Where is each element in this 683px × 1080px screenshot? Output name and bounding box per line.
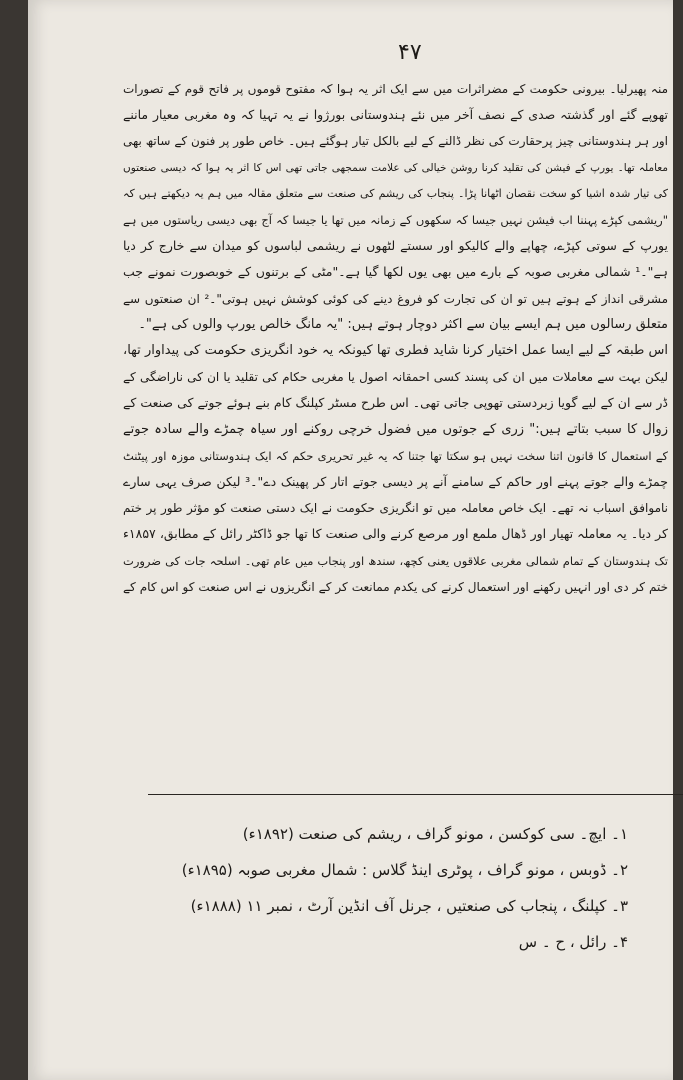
text-line: لیکن بہت سے معاملات میں ان کی پسند کسی احمقانہ اصول یا مغربی حکام کی تقلید یا ان کی ناراضگی کے	[123, 370, 668, 385]
text-line: کے استعمال کا قانون اتنا سخت نہیں ہو سکتا تھا جتنا کہ یہ غیر تحریری حکم کہ ایک ہندوستانی موزہ اور پیٹنٹ	[123, 448, 668, 463]
text-line: معاملہ تھا۔ یورپ کے فیشن کی تقلید کرنا روشن خیالی کی علامت سمجھی جاتی تھی اس کا اثر یہ ہوا کہ دیسی صنعتوں	[123, 161, 668, 174]
text-line: تھوپے گئے اور گذشتہ صدی کے نصف آخر میں نئے ہندوستانی بورژوا نے یہ تہیا کہ وہ مغربی معیار ماننے	[123, 107, 668, 123]
text-line: چمڑے والے جوتے پہنے اور حاکم کے سامنے آنے پر دیسی جوتے اتار کر پھینک دے"۔³ لیکن صرف یہی سارے	[123, 474, 668, 490]
text-line: کر دیا۔ یہ معاملہ تھیار اور ڈھال ملمع اور مرصع کرنے والی صنعت کا تھا جو ڈاکٹر رائل کے مطابق، ۱۸۵۷ء	[123, 526, 668, 542]
text-line: زوال کا سبب بتاتے ہیں:" زری کے جوتوں میں فضول خرچی روکنے اور سیاہ چمڑے والے سادہ جوتے	[123, 421, 668, 437]
text-line: منہ پھیرلیا۔ بیرونی حکومت کے مضراثرات میں سے ایک اثر یہ ہوا کہ مفتوح قوموں پر فاتح قوم کے تصورات	[123, 82, 668, 96]
page-number: ۴۷	[398, 40, 422, 65]
text-line: "ریشمی کپڑے پہننا اب فیشن نہیں جیسا کہ سکھوں کے زمانہ میں تھا یا جیسا کہ آج بھی دیسی ریاستوں میں ہے	[123, 213, 668, 228]
text-line: تک ہندوستان کے تمام شمالی مغربی علاقوں یعنی کچھ، سندھ اور پنجاب میں عام تھی۔ اسلحہ جات کی ضرورت	[123, 553, 668, 568]
text-line: اور ہر ہندوستانی چیز پرحقارت کی نظر ڈالنے کے لیے بالکل تیار ہوگئے ہیں۔ خاص طور پر فنون کے ساتھ بھی	[123, 134, 668, 149]
footnote: ۳۔ کپلنگ ، پنجاب کی صنعتیں ، جرنل آف انڈین آرٹ ، نمبر ۱۱ (۱۸۸۸ء)	[190, 897, 628, 915]
text-line: ڈر سے ان کے لیے گویا زبردستی تھوپی جاتی تھی۔ اس طرح مسٹر کپلنگ کام بنے ہوئے جوتے کی صنعت کے	[123, 395, 668, 411]
text-line: مشرقی انداز کے ہوتے ہیں تو ان کی تجارت کو فروغ دینے کی کوئی کوشش نہیں ہوتی"۔² ان صنعتوں سے	[123, 291, 668, 306]
footnote: ۱۔ ایچ۔ سی کوکسن ، مونو گراف ، ریشم کی صنعت (۱۸۹۲ء)	[242, 825, 628, 843]
book-page	[28, 0, 673, 1080]
text-line: ختم کر دی اور انہیں رکھنے اور استعمال کرنے کی یکدم ممانعت کر کے انگریزوں نے اس صنعت کو اس کام کے	[123, 579, 668, 594]
text-line: ناموافق اسباب نہ تھے۔ ایک خاص معاملہ میں تو انگریزی حکومت نے ایک دستی صنعت کو مؤثر طور پر ختم	[123, 501, 668, 516]
footnote-divider	[148, 794, 683, 795]
body-text	[123, 76, 668, 600]
footnotes	[123, 816, 628, 960]
text-line: یورپ کے سوتی کپڑے، چھاپے والے کالیکو اور سستے لٹھوں نے ریشمی لباسوں کو میدان سے خارج کر دیا	[123, 238, 668, 254]
text-line: کی تیار شدہ اشیا کو سخت نقصان اٹھانا پڑا۔ پنجاب کی ریشم کی صنعت سے متعلق مقالہ میں ہم یہ دیکھتے ہیں کہ	[123, 186, 668, 200]
footnote: ۲۔ ڈوبس ، مونو گراف ، پوٹری اینڈ گلاس : شمال مغربی صوبہ (۱۸۹۵ء)	[181, 861, 628, 879]
footnote: ۴۔ رائل ، ح ۔ س	[518, 933, 628, 951]
text-line: متعلق رسالوں میں ہم ایسے بیان سے اکثر دوچار ہوتے ہیں: "یہ مانگ خالص یورپ والوں کی ہے"۔	[138, 316, 668, 332]
text-line: ہے"۔¹ شمالی مغربی صوبہ کے بارے میں بھی یوں لکھا گیا ہے۔"مٹی کے برتنوں کے خوبصورت نمونے جب	[123, 264, 668, 280]
text-line: اس طبقہ کے لیے ایسا عمل اختیار کرنا شاید فطری تھا کیونکہ یہ خود انگریزی حکومت کی پیداوار تھا،	[123, 343, 668, 359]
